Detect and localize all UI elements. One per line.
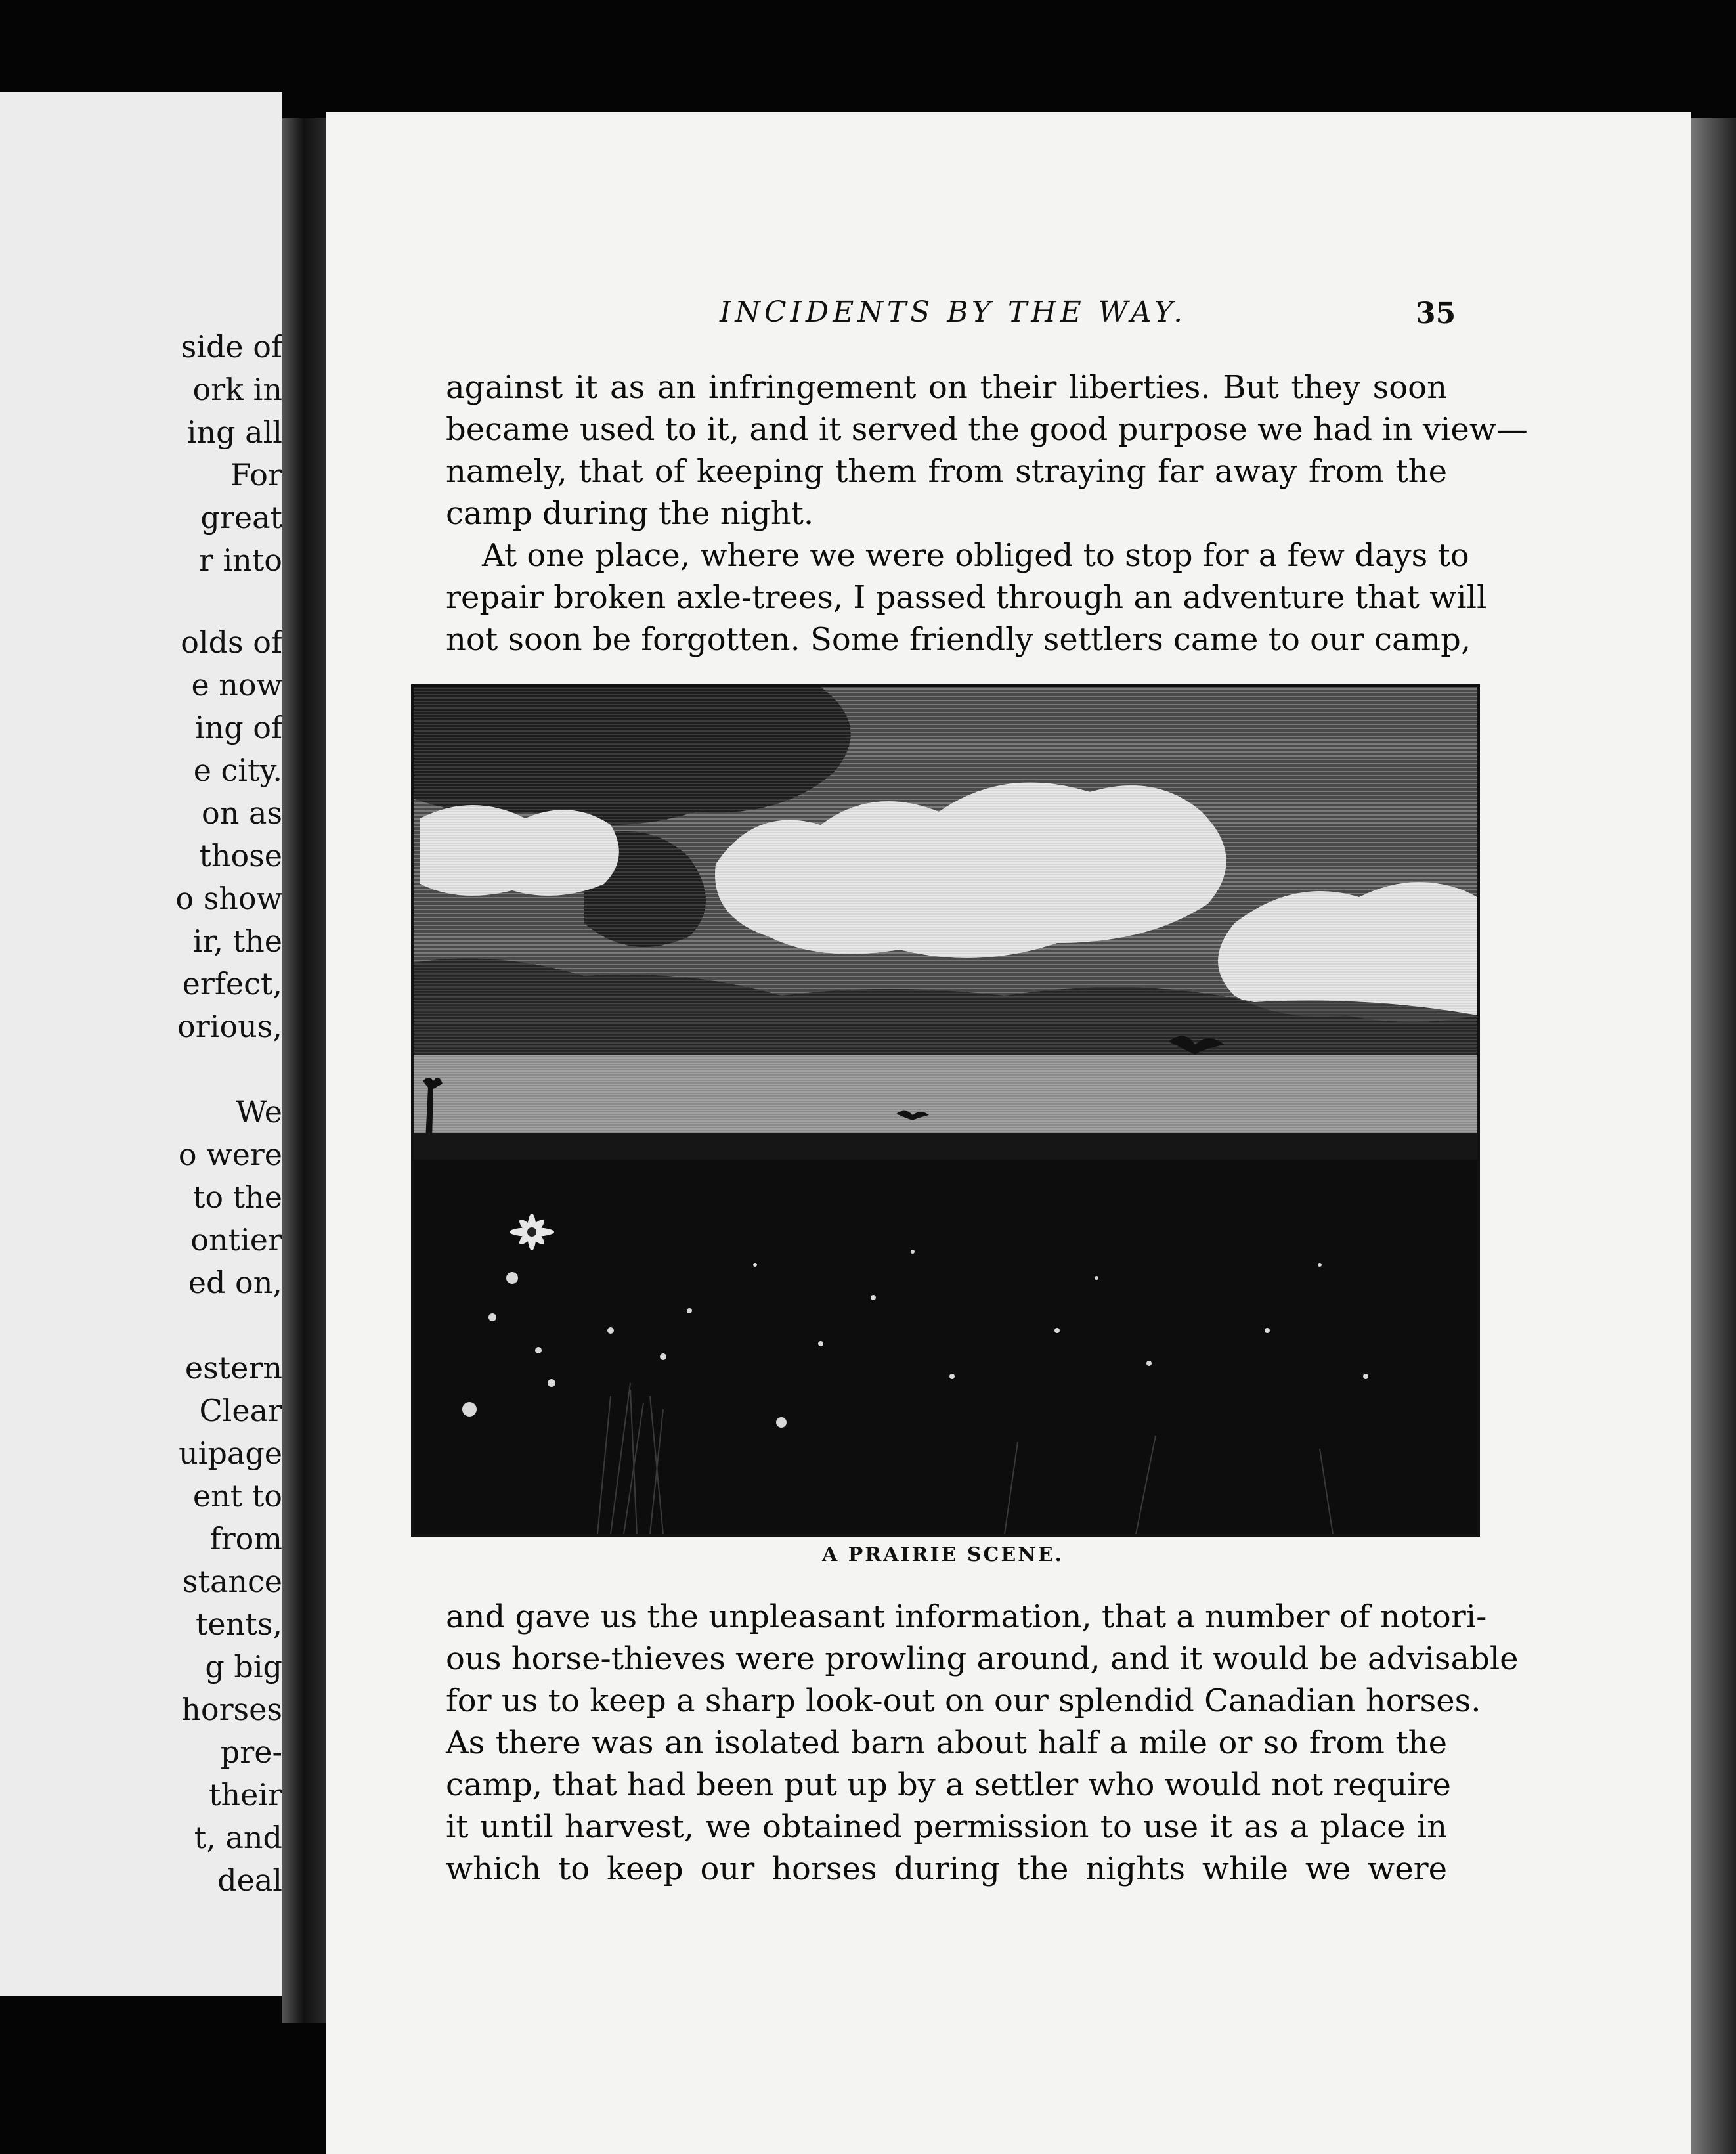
left-page-line: great <box>200 500 282 535</box>
left-page-line: to the <box>192 1179 282 1215</box>
text-line: As there was an isolated barn about half a mile or so from the <box>446 1725 1447 1761</box>
text-line: ous horse-thieves were prowling around, and it would be advisable <box>446 1640 1519 1677</box>
text-line: At one place, where we were obliged to stop for a few days to <box>482 537 1469 574</box>
left-page-line: r into <box>198 542 282 578</box>
left-page-line: ent to <box>192 1478 282 1514</box>
left-page-line: g big <box>205 1649 282 1684</box>
left-page-line: estern <box>184 1350 282 1386</box>
text-line: repair broken axle-trees, I passed through an adventure that will <box>446 579 1487 616</box>
left-page-line: ontier <box>190 1222 282 1258</box>
left-page-line: olds of <box>181 625 282 660</box>
page-edge-shadow <box>1691 118 1736 2154</box>
left-page-line: For <box>230 457 282 493</box>
left-page-line: stance <box>182 1564 282 1599</box>
body-text-bottom <box>446 1596 1519 1890</box>
text-line: namely, that of keeping them from straying far away from the <box>446 453 1447 490</box>
left-page-line: pre- <box>220 1734 282 1770</box>
left-page-line: orious, <box>177 1009 282 1044</box>
book-gutter-shadow <box>282 118 326 2023</box>
text-line: for us to keep a sharp look-out on our splendid Canadian horses. <box>446 1682 1481 1719</box>
left-page-line: o were <box>178 1137 282 1172</box>
figure-caption: A PRAIRIE SCENE. <box>822 1543 1064 1566</box>
left-page-line: ing all <box>186 414 282 450</box>
left-page-line: ing of <box>194 710 282 745</box>
book-page <box>326 112 1691 2154</box>
running-head: INCIDENTS BY THE WAY. <box>720 296 1187 329</box>
text-line: against it as an infringement on their liberties. But they soon <box>446 369 1447 406</box>
text-line: and gave us the unpleasant information, that a number of notori- <box>446 1598 1487 1635</box>
left-page-line: deal <box>217 1862 282 1898</box>
left-page-line: t, and <box>194 1820 282 1855</box>
left-page-line: uipage <box>179 1436 282 1471</box>
left-page-line: We <box>236 1094 282 1130</box>
left-page-line: e now <box>191 667 282 703</box>
text-line: it until harvest, we obtained permission to use it as a place in <box>446 1809 1447 1845</box>
left-page-line: from <box>209 1521 282 1556</box>
left-page-line: side of <box>181 329 282 364</box>
left-page-line: those <box>199 838 282 873</box>
body-text-top <box>446 366 1528 661</box>
left-page-fragment <box>0 92 282 1996</box>
text-line: not soon be forgotten. Some friendly settlers came to our camp, <box>446 621 1471 658</box>
text-line: camp, that had been put up by a settler who would not require <box>446 1767 1451 1803</box>
left-page-line: tents, <box>195 1606 282 1642</box>
left-page-line: on as <box>202 795 282 831</box>
left-page-line: erfect, <box>182 966 282 1001</box>
text-line: which to keep our horses during the nights while we were <box>446 1851 1447 1887</box>
left-page-line: Clear <box>199 1393 282 1428</box>
left-page-line: ork in <box>192 372 282 407</box>
left-page-line: o show <box>175 881 282 916</box>
prairie-scene-engraving <box>411 684 1480 1537</box>
left-page-line: horses <box>181 1692 282 1727</box>
text-line: became used to it, and it served the good purpose we had in view— <box>446 411 1528 448</box>
page-number: 35 <box>1416 297 1456 330</box>
left-page-line: ir, the <box>192 923 282 959</box>
left-page-line: e city. <box>193 753 282 788</box>
text-line: camp during the night. <box>446 495 814 532</box>
left-page-line: ed on, <box>188 1265 282 1300</box>
left-page-line: their <box>208 1777 282 1813</box>
